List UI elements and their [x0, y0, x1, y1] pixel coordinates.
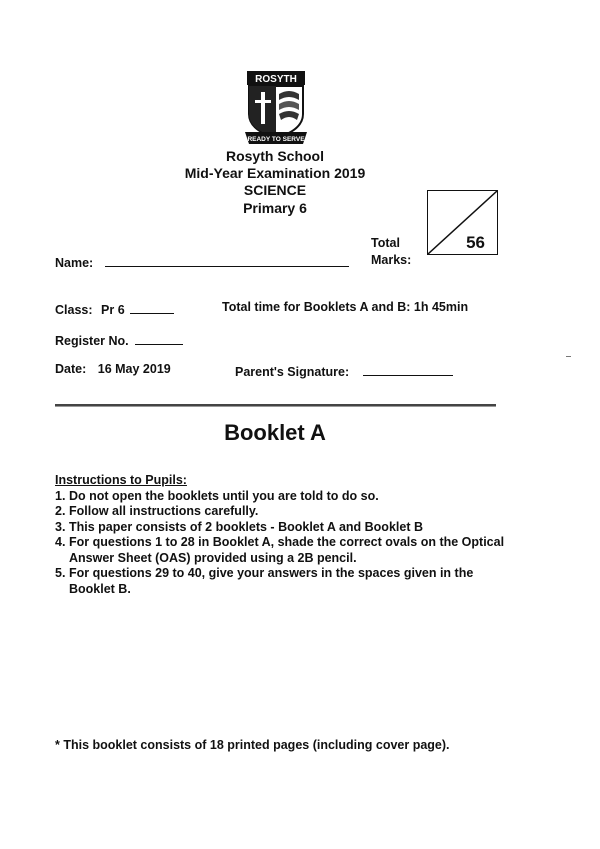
instruction-item: [55, 504, 505, 520]
register-label: Register No.: [55, 334, 129, 348]
name-blank[interactable]: [105, 253, 349, 267]
instruction-text: For questions 29 to 40, give your answers in the spaces given in the Booklet B.: [69, 566, 474, 596]
total-marks-label-line2: Marks:: [371, 253, 412, 267]
instruction-number: 4.: [55, 535, 66, 549]
signature-label: Parent's Signature:: [235, 365, 350, 379]
instruction-text: Follow all instructions carefully.: [69, 504, 259, 518]
register-blank[interactable]: [135, 331, 183, 345]
instruction-item: [55, 566, 505, 597]
instruction-text: Do not open the booklets until you are told to do so.: [69, 488, 379, 503]
instruction-text: This paper consists of 2 booklets - Booklet A and Booklet B: [69, 519, 423, 534]
school-crest-logo: [243, 70, 309, 146]
instructions-list: [55, 489, 505, 598]
instruction-number: 3.: [55, 519, 66, 534]
total-marks-label-line1: Total: [371, 236, 400, 250]
svg-text:ROSYTH: ROSYTH: [255, 74, 297, 85]
instruction-number: 1.: [55, 488, 66, 503]
date-value: 16 May 2019: [97, 362, 171, 376]
instruction-text: For questions 1 to 28 in Booklet A, shade the correct ovals on the Optical Answer Sheet (OAS) provided using a 2B pencil.: [69, 535, 505, 565]
total-marks-value: 56: [466, 233, 485, 252]
margin-mark: [566, 356, 571, 357]
divider: [55, 404, 496, 407]
instruction-number: 2.: [55, 504, 66, 518]
page-count-note: * This booklet consists of 18 printed pages (including cover page).: [55, 738, 450, 752]
instructions-heading: Instructions to Pupils:: [55, 473, 187, 487]
instruction-item: [55, 489, 505, 505]
total-time: Total time for Booklets A and B: 1h 45min: [222, 300, 469, 314]
name-label: Name:: [55, 256, 94, 270]
class-row: [55, 300, 174, 317]
booklet-title: Booklet A: [224, 420, 326, 445]
school-name: Rosyth School: [225, 148, 324, 164]
subject: SCIENCE: [243, 182, 307, 198]
svg-text:READY TO SERVE: READY TO SERVE: [247, 136, 305, 143]
signature-blank[interactable]: [363, 362, 453, 376]
class-value: Pr 6: [101, 303, 125, 317]
name-row: [55, 253, 349, 270]
date-label: Date:: [55, 362, 87, 376]
total-marks-box: [427, 190, 498, 255]
diagonal-line: [428, 191, 497, 254]
date-row: [55, 362, 171, 376]
class-blank[interactable]: [130, 300, 174, 314]
level: Primary 6: [243, 200, 307, 216]
instruction-item: [55, 535, 505, 566]
instruction-item: [55, 520, 505, 536]
instruction-number: 5.: [55, 566, 66, 580]
exam-title: Mid-Year Examination 2019: [184, 165, 366, 181]
class-label: Class:: [55, 303, 93, 317]
signature-row: [235, 362, 453, 379]
instructions-section: [55, 473, 505, 597]
register-row: [55, 331, 183, 348]
